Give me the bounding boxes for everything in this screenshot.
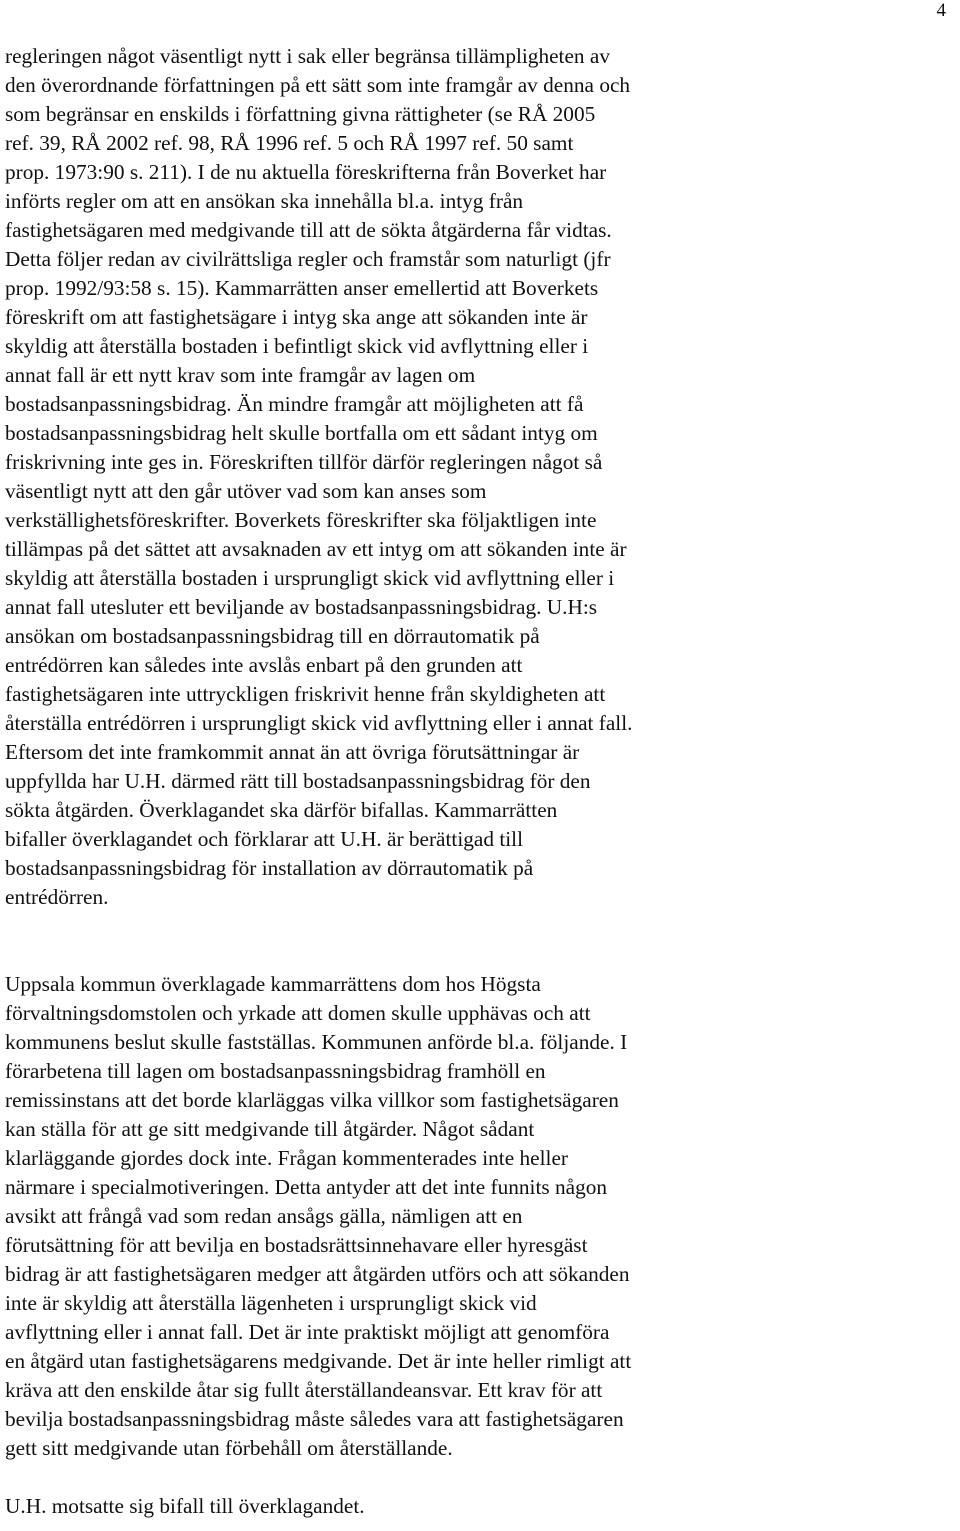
paragraph-response: [5, 1492, 765, 1521]
text-line: förvaltningsdomstolen och yrkade att domen skulle upphävas och att: [5, 1001, 591, 1025]
text-line: inte är skyldig att återställa lägenheten i ursprungligt skick vid: [5, 1291, 537, 1315]
text-line: förutsättning för att bevilja en bostadsrättsinnehavare eller hyresgäst: [5, 1233, 588, 1257]
document-body: [5, 42, 765, 1521]
text-line: uppfyllda har U.H. därmed rätt till bostadsanpassningsbidrag för den: [5, 769, 591, 793]
text-line: bostadsanpassningsbidrag helt skulle bortfalla om ett sådant intyg om: [5, 421, 598, 445]
text-line: införts regler om att en ansökan ska innehålla bl.a. intyg från: [5, 189, 524, 213]
text-line: den överordnande författningen på ett sätt som inte framgår av denna och: [5, 73, 631, 97]
text-line: friskrivning inte ges in. Föreskriften tillför därför regleringen något så: [5, 450, 603, 474]
text-line: remissinstans att det borde klarläggas vilka villkor som fastighetsägaren: [5, 1088, 619, 1112]
text-line: prop. 1973:90 s. 211). I de nu aktuella föreskrifterna från Boverket har: [5, 160, 607, 184]
paragraph-spacer: [5, 1463, 765, 1492]
text-line: kommunens beslut skulle fastställas. Kommunen anförde bl.a. följande. I: [5, 1030, 628, 1054]
text-line: som begränsar en enskilds i författning givna rättigheter (se RÅ 2005: [5, 102, 596, 126]
text-line: klarläggande gjordes dock inte. Frågan kommenterades inte heller: [5, 1146, 568, 1170]
text-line: prop. 1992/93:58 s. 15). Kammarrätten anser emellertid att Boverkets: [5, 276, 599, 300]
paragraph-court-reasoning: [5, 42, 765, 912]
text-line: kan ställa för att ge sitt medgivande till åtgärder. Något sådant: [5, 1117, 535, 1141]
paragraph-spacer: [5, 912, 765, 970]
text-line: Detta följer redan av civilrättsliga regler och framstår som naturligt (jfr: [5, 247, 611, 271]
text-line: U.H. motsatte sig bifall till överklagandet.: [5, 1494, 365, 1518]
text-line: gett sitt medgivande utan förbehåll om återställande.: [5, 1436, 453, 1460]
text-line: bevilja bostadsanpassningsbidrag måste således vara att fastighetsägaren: [5, 1407, 624, 1431]
text-line: annat fall utesluter ett beviljande av bostadsanpassningsbidrag. U.H:s: [5, 595, 598, 619]
text-line: bifaller överklagandet och förklarar att U.H. är berättigad till: [5, 827, 523, 851]
text-line: ref. 39, RÅ 2002 ref. 98, RÅ 1996 ref. 5 och RÅ 1997 ref. 50 samt: [5, 131, 574, 155]
text-line: föreskrift om att fastighetsägare i intyg ska ange att sökanden inte är: [5, 305, 588, 329]
paragraph-appeal-arguments: [5, 970, 765, 1463]
text-line: väsentligt nytt att den går utöver vad som kan anses som: [5, 479, 487, 503]
text-line: bostadsanpassningsbidrag. Än mindre framgår att möjligheten att få: [5, 392, 584, 416]
text-line: förarbetena till lagen om bostadsanpassningsbidrag framhöll en: [5, 1059, 546, 1083]
text-line: kräva att den enskilde åtar sig fullt återställandeansvar. Ett krav för att: [5, 1378, 603, 1402]
text-line: bidrag är att fastighetsägaren medger att åtgärden utförs och att sökanden: [5, 1262, 630, 1286]
text-line: återställa entrédörren i ursprungligt skick vid avflyttning eller i annat fall.: [5, 711, 633, 735]
text-line: avsikt att frångå vad som redan ansågs gälla, nämligen att en: [5, 1204, 523, 1228]
text-line: skyldig att återställa bostaden i befintligt skick vid avflyttning eller i: [5, 334, 589, 358]
text-line: fastighetsägaren med medgivande till att de sökta åtgärderna får vidtas.: [5, 218, 612, 242]
text-line: sökta åtgärden. Överklagandet ska därför bifallas. Kammarrätten: [5, 798, 558, 822]
text-line: annat fall är ett nytt krav som inte framgår av lagen om: [5, 363, 476, 387]
text-line: en åtgärd utan fastighetsägarens medgivande. Det är inte heller rimligt att: [5, 1349, 632, 1373]
text-line: entrédörren kan således inte avslås enbart på den grunden att: [5, 653, 523, 677]
text-line: regleringen något väsentligt nytt i sak eller begränsa tillämpligheten av: [5, 44, 610, 68]
text-line: Uppsala kommun överklagade kammarrättens dom hos Högsta: [5, 972, 541, 996]
text-line: bostadsanpassningsbidrag för installation av dörrautomatik på: [5, 856, 534, 880]
text-line: Eftersom det inte framkommit annat än att övriga förutsättningar är: [5, 740, 580, 764]
text-line: närmare i specialmotiveringen. Detta antyder att det inte funnits någon: [5, 1175, 608, 1199]
text-line: ansökan om bostadsanpassningsbidrag till en dörrautomatik på: [5, 624, 540, 648]
text-line: fastighetsägaren inte uttryckligen friskrivit henne från skyldigheten att: [5, 682, 606, 706]
text-line: verkställighetsföreskrifter. Boverkets föreskrifter ska följaktligen inte: [5, 508, 597, 532]
page-number: 4: [936, 0, 946, 21]
text-line: tillämpas på det sättet att avsaknaden av ett intyg om att sökanden inte är: [5, 537, 627, 561]
text-line: avflyttning eller i annat fall. Det är inte praktiskt möjligt att genomföra: [5, 1320, 610, 1344]
text-line: skyldig att återställa bostaden i ursprungligt skick vid avflyttning eller i: [5, 566, 615, 590]
text-line: entrédörren.: [5, 885, 109, 909]
